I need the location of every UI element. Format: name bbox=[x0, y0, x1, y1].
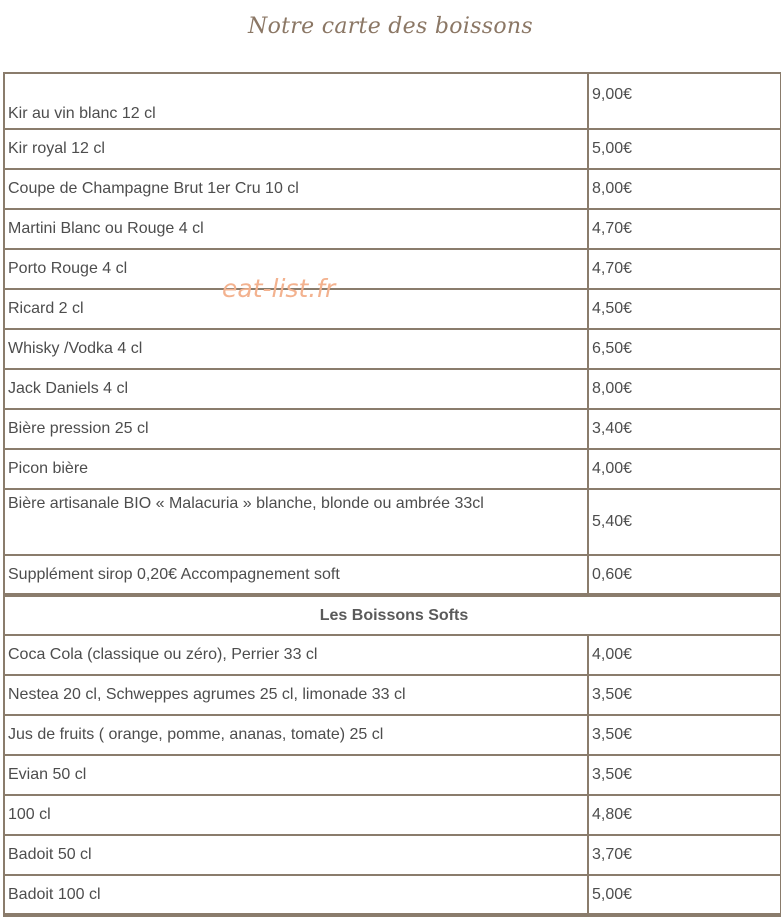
drink-price: 4,00€ bbox=[588, 449, 781, 489]
drink-price: 8,00€ bbox=[588, 169, 781, 209]
drink-name: Ricard 2 cl bbox=[4, 289, 588, 329]
drink-name: Badoit 50 cl bbox=[4, 835, 588, 875]
drink-price: 4,00€ bbox=[588, 635, 781, 675]
watermark: eat-list.fr bbox=[222, 274, 336, 303]
drink-price: 4,70€ bbox=[588, 209, 781, 249]
drink-price: 3,50€ bbox=[588, 675, 781, 715]
table-row bbox=[4, 489, 781, 555]
table-row bbox=[4, 635, 781, 675]
drink-name: Porto Rouge 4 cl bbox=[4, 249, 588, 289]
drink-name: Badoit 100 cl bbox=[4, 875, 588, 915]
drink-name: Coupe de Champagne Brut 1er Cru 10 cl bbox=[4, 169, 588, 209]
table-row bbox=[4, 129, 781, 169]
drinks-menu-table bbox=[3, 72, 781, 917]
drink-price: 3,40€ bbox=[588, 409, 781, 449]
table-row bbox=[4, 449, 781, 489]
drink-price: 3,50€ bbox=[588, 755, 781, 795]
drink-price: 5,40€ bbox=[588, 489, 781, 555]
drink-price: 3,50€ bbox=[588, 715, 781, 755]
table-row bbox=[4, 73, 781, 129]
drink-price: 8,00€ bbox=[588, 369, 781, 409]
drink-name: Jus de fruits ( orange, pomme, ananas, tomate) 25 cl bbox=[4, 715, 588, 755]
drink-price: 4,70€ bbox=[588, 249, 781, 289]
drink-price: 5,00€ bbox=[588, 875, 781, 915]
drink-name: Kir royal 12 cl bbox=[4, 129, 588, 169]
section-heading: Les Boissons Softs bbox=[4, 595, 781, 635]
table-row bbox=[4, 289, 781, 329]
drink-name: Evian 50 cl bbox=[4, 755, 588, 795]
drink-name: Coca Cola (classique ou zéro), Perrier 33 cl bbox=[4, 635, 588, 675]
drink-name: Supplément sirop 0,20€ Accompagnement soft bbox=[4, 555, 588, 595]
table-row bbox=[4, 169, 781, 209]
drink-price: 9,00€ bbox=[588, 73, 781, 129]
drink-price: 4,50€ bbox=[588, 289, 781, 329]
drink-name: Bière artisanale BIO « Malacuria » blanche, blonde ou ambrée 33cl bbox=[4, 489, 588, 555]
table-row bbox=[4, 209, 781, 249]
table-row bbox=[4, 409, 781, 449]
drink-name: Nestea 20 cl, Schweppes agrumes 25 cl, limonade 33 cl bbox=[4, 675, 588, 715]
drink-price: 6,50€ bbox=[588, 329, 781, 369]
table-row bbox=[4, 795, 781, 835]
drink-name: Jack Daniels 4 cl bbox=[4, 369, 588, 409]
drink-name: Picon bière bbox=[4, 449, 588, 489]
drink-price: 5,00€ bbox=[588, 129, 781, 169]
drink-name: 100 cl bbox=[4, 795, 588, 835]
drink-price: 3,70€ bbox=[588, 835, 781, 875]
drink-price: 0,60€ bbox=[588, 555, 781, 595]
drink-price: 4,80€ bbox=[588, 795, 781, 835]
table-row bbox=[4, 555, 781, 595]
table-row bbox=[4, 755, 781, 795]
table-row bbox=[4, 875, 781, 915]
drink-name: Bière pression 25 cl bbox=[4, 409, 588, 449]
table-row bbox=[4, 715, 781, 755]
table-row bbox=[4, 249, 781, 289]
page-title: Notre carte des boissons bbox=[248, 14, 533, 39]
table-row bbox=[4, 835, 781, 875]
drink-name: Kir au vin blanc 12 cl bbox=[4, 73, 588, 129]
table-row bbox=[4, 329, 781, 369]
drink-name: Martini Blanc ou Rouge 4 cl bbox=[4, 209, 588, 249]
table-row bbox=[4, 369, 781, 409]
section-heading-row bbox=[4, 595, 781, 635]
table-row bbox=[4, 675, 781, 715]
drink-name: Whisky /Vodka 4 cl bbox=[4, 329, 588, 369]
